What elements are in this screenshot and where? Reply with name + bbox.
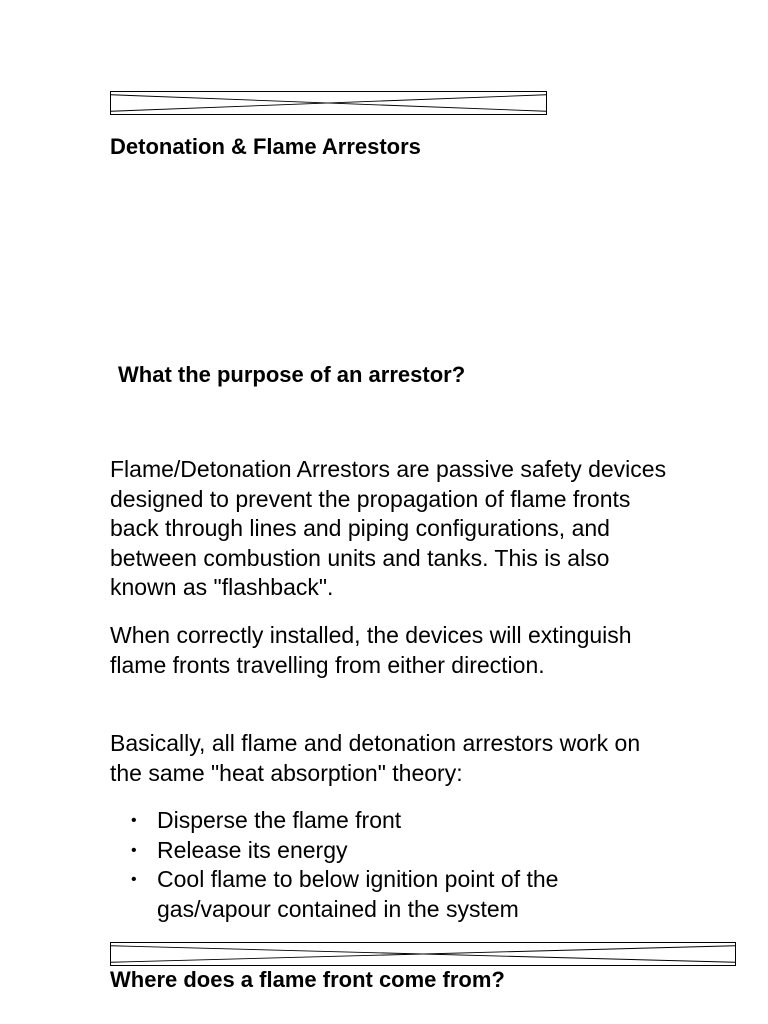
list-item bbox=[110, 865, 670, 924]
paragraph-installation: When correctly installed, the devices will extinguish flame fronts travelling from either direction. bbox=[110, 622, 632, 678]
list-item bbox=[110, 806, 670, 836]
image-placeholder-top bbox=[110, 91, 547, 115]
placeholder-cross-lines bbox=[111, 92, 546, 114]
placeholder-cross-lines bbox=[111, 943, 735, 965]
question-origin-heading: Where does a flame front come from? bbox=[110, 967, 505, 992]
list-item bbox=[110, 836, 670, 866]
bullet-icon: • bbox=[131, 871, 137, 888]
bullet-icon: • bbox=[131, 812, 137, 829]
bullet-text: Disperse the flame front bbox=[157, 807, 402, 833]
bullet-text: Release its energy bbox=[157, 836, 348, 863]
image-placeholder-bottom bbox=[110, 942, 736, 966]
document-title: Detonation & Flame Arrestors bbox=[110, 134, 421, 159]
paragraph-theory: Basically, all flame and detonation arrestors work on the same "heat absorption" theory: bbox=[110, 730, 641, 786]
question-purpose-heading: What the purpose of an arrestor? bbox=[118, 362, 466, 387]
bullet-text: Cool flame to below ignition point of the gas/vapour contained in the system bbox=[157, 866, 559, 922]
bullet-icon: • bbox=[131, 841, 137, 859]
paragraph-definition: Flame/Detonation Arrestors are passive safety devices designed to prevent the propagation of flame fronts back through lines and piping configurations, and between combustion units and tanks. This is also known as "flashback". bbox=[110, 456, 667, 600]
theory-bullet-list bbox=[110, 806, 670, 924]
